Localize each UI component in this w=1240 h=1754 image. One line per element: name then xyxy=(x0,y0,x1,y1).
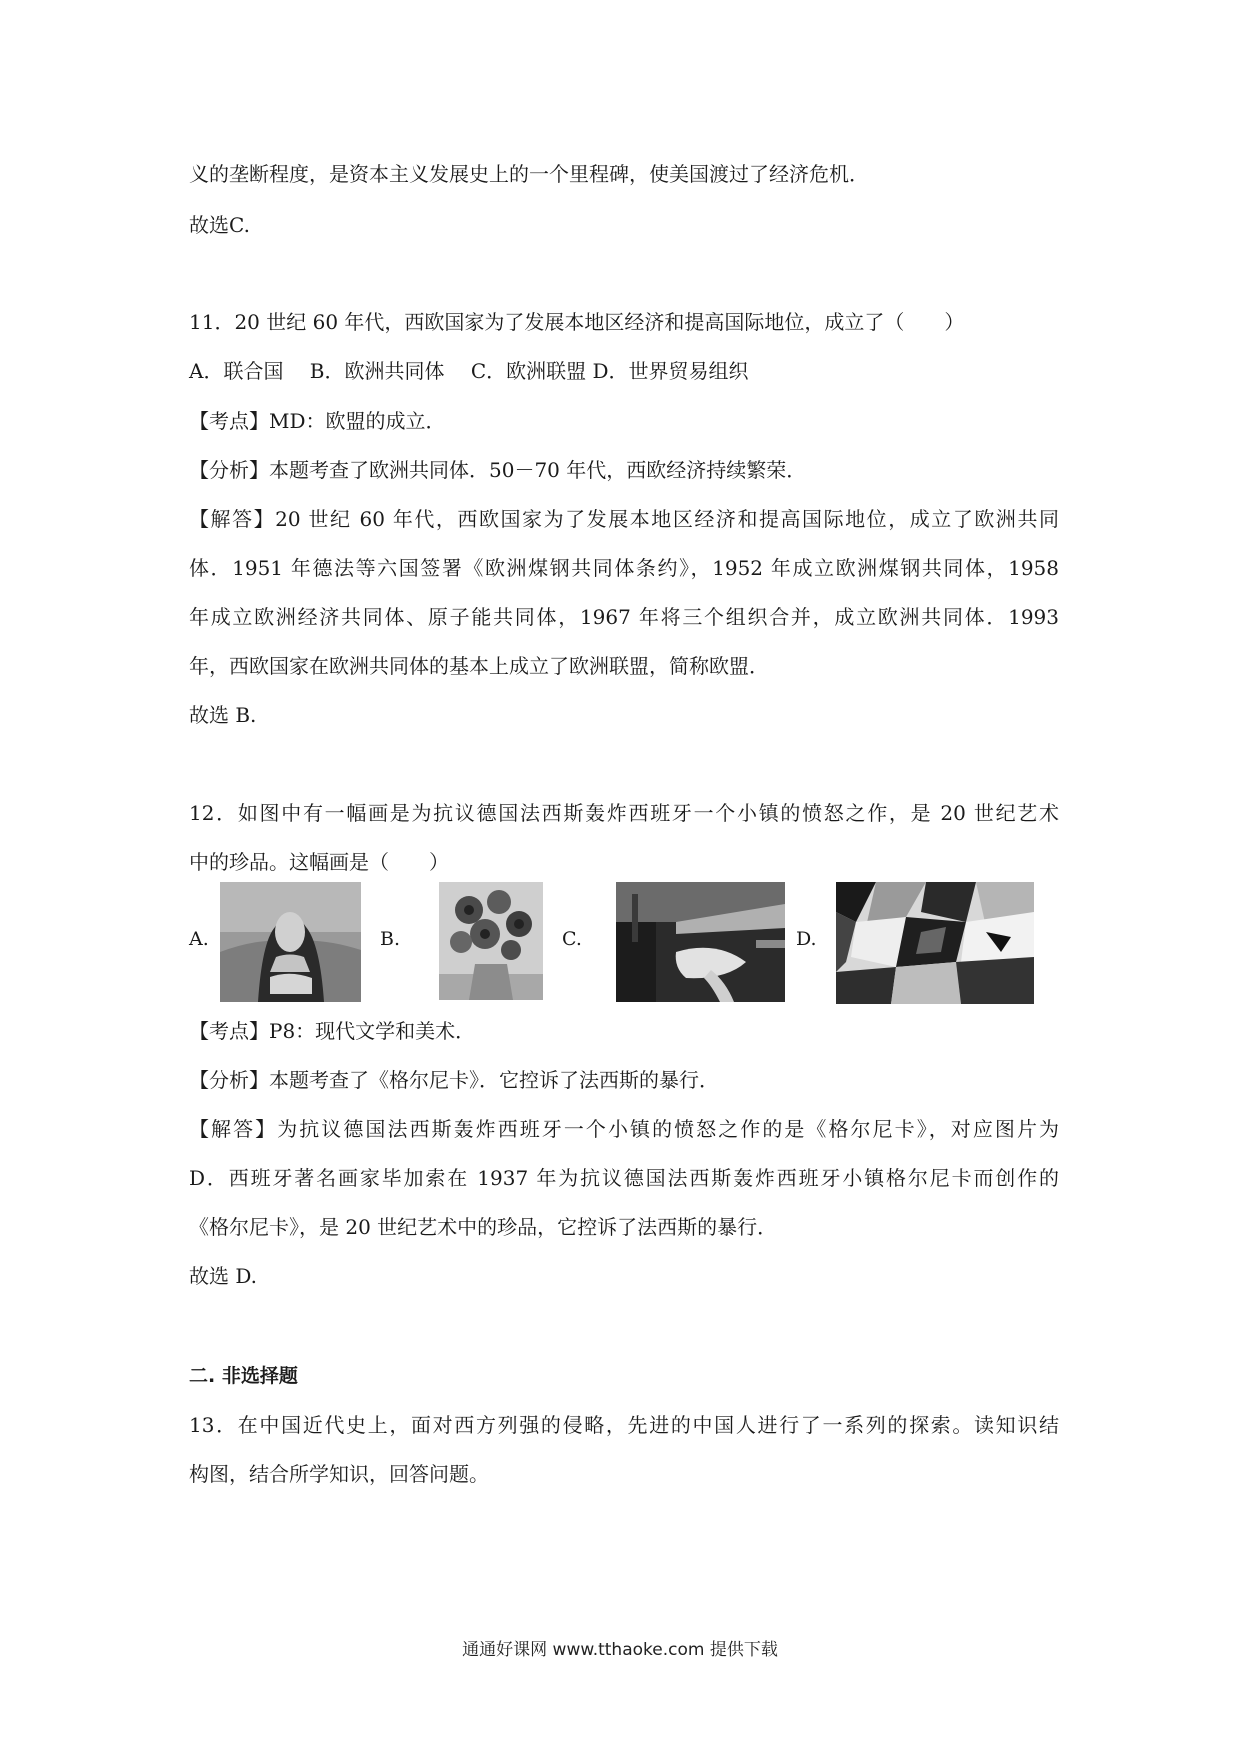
prev-answer-choice: 故选C. xyxy=(189,213,250,237)
q11-jieda-line: 年成立欧洲经济共同体、原子能共同体，1967 年将三个组织合并，成立欧洲共同体．1993 xyxy=(189,605,1059,629)
q12-stem-line: 中的珍品。这幅画是（ ） xyxy=(189,850,449,874)
painting-sunflowers xyxy=(439,882,543,1000)
q12-kaodian: 【考点】P8：现代文学和美术． xyxy=(189,1019,476,1043)
option-label-a: A. xyxy=(189,928,209,950)
q12-stem-line: 12．如图中有一幅画是为抗议德国法西斯轰炸西班牙一个小镇的愤怒之作，是 20 世纪艺术 xyxy=(189,801,1059,825)
q11-fenxi: 【分析】本题考查了欧洲共同体．50－70 年代，西欧经济持续繁荣． xyxy=(189,458,807,482)
q11-jieda-line: 【解答】20 世纪 60 年代，西欧国家为了发展本地区经济和提高国际地位，成立了欧洲共同 xyxy=(189,507,1059,531)
q13-stem-line: 构图，结合所学知识，回答问题。 xyxy=(189,1462,489,1486)
option-label-b: B. xyxy=(380,928,401,950)
option-label-c: C. xyxy=(562,928,582,950)
page-footer: 通通好课网 www.tthaoke.com 提供下载 xyxy=(462,1640,778,1660)
q12-jieda-line: 【解答】为抗议德国法西斯轰炸西班牙一个小镇的愤怒之作的是《格尔尼卡》，对应图片为 xyxy=(189,1117,1059,1141)
section-2-heading: 二. 非选择题 xyxy=(189,1365,298,1387)
q11-jieda-line: 体．1951 年德法等六国签署《欧洲煤钢共同体条约》，1952 年成立欧洲煤钢共同体，1958 xyxy=(189,556,1059,580)
painting-guernica xyxy=(836,882,1034,1004)
q12-fenxi: 【分析】本题考查了《格尔尼卡》．它控诉了法西斯的暴行． xyxy=(189,1068,719,1092)
q11-choice: 故选 B. xyxy=(189,703,257,727)
prev-answer-continuation: 义的垄断程度，是资本主义发展史上的一个里程碑，使美国渡过了经济危机． xyxy=(189,162,869,186)
option-label-d: D. xyxy=(796,928,817,950)
q13-stem-line: 13．在中国近代史上，面对西方列强的侵略，先进的中国人进行了一系列的探索。读知识结 xyxy=(189,1413,1059,1437)
q11-stem: 11．20 世纪 60 年代，西欧国家为了发展本地区经济和提高国际地位，成立了（ ） xyxy=(189,310,965,334)
q12-image-options xyxy=(189,882,1059,1002)
painting-persistence-of-memory xyxy=(616,882,785,1002)
q12-jieda-line: D．西班牙著名画家毕加索在 1937 年为抗议德国法西斯轰炸西班牙小镇格尔尼卡而创作的 xyxy=(189,1166,1059,1190)
q12-jieda-line: 《格尔尼卡》，是 20 世纪艺术中的珍品，它控诉了法西斯的暴行． xyxy=(189,1215,778,1239)
q11-jieda-line: 年，西欧国家在欧洲共同体的基本上成立了欧洲联盟，简称欧盟． xyxy=(189,654,769,678)
q11-options: A．联合国 B．欧洲共同体 C．欧洲联盟 D．世界贸易组织 xyxy=(189,359,749,383)
q12-choice: 故选 D. xyxy=(189,1264,258,1288)
painting-mona-lisa xyxy=(220,882,361,1002)
q11-kaodian: 【考点】MD：欧盟的成立． xyxy=(189,409,446,433)
